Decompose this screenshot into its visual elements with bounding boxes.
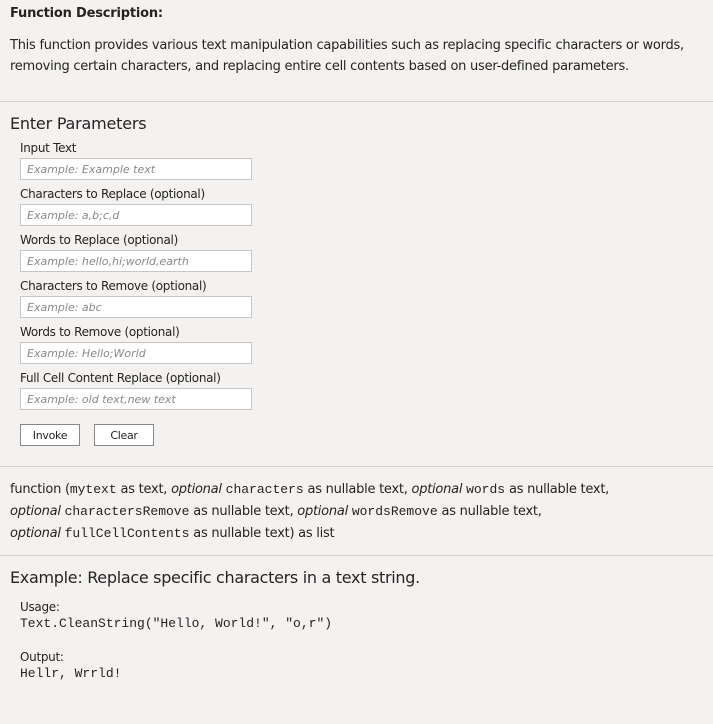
input-text-field[interactable]: [20, 158, 252, 180]
param-fullcellcontents: fullCellContents: [64, 526, 190, 541]
clear-button[interactable]: Clear: [94, 424, 154, 446]
usage-code: Text.CleanString("Hello, World!", "o,r"): [20, 616, 333, 631]
words-to-replace-label: Words to Replace (optional): [20, 233, 178, 247]
characters-to-replace-field[interactable]: [20, 204, 252, 226]
example-section: [0, 556, 713, 693]
input-text-label: Input Text: [20, 141, 77, 155]
parameters-form: [10, 139, 703, 446]
param-mytext: mytext: [69, 482, 117, 497]
function-signature: [0, 467, 713, 556]
words-to-remove-field[interactable]: [20, 342, 252, 364]
optional-keyword: optional: [411, 482, 463, 497]
words-to-remove-label: Words to Remove (optional): [20, 325, 180, 339]
words-to-replace-field[interactable]: [20, 250, 252, 272]
parameters-title: Enter Parameters: [10, 114, 147, 133]
characters-to-replace-label: Characters to Replace (optional): [20, 187, 205, 201]
param-type: as nullable text,: [303, 482, 412, 497]
full-cell-content-replace-label: Full Cell Content Replace (optional): [20, 371, 221, 385]
param-wordsremove: wordsRemove: [351, 504, 438, 519]
form-buttons: [20, 424, 703, 446]
param-words: words: [466, 482, 506, 497]
function-description-section: [0, 0, 713, 102]
description-title: Function Description:: [10, 6, 163, 21]
param-type: as nullable text,: [189, 504, 298, 519]
optional-keyword: optional: [10, 526, 61, 541]
optional-keyword: optional: [297, 504, 348, 519]
output-code: Hellr, Wrrld!: [20, 666, 122, 681]
example-title: Example: Replace specific characters in a text string.: [10, 568, 420, 587]
param-type: as nullable text,: [437, 504, 542, 519]
param-characters: characters: [225, 482, 304, 497]
param-charactersremove: charactersRemove: [64, 504, 190, 519]
enter-parameters-section: [0, 102, 713, 467]
invoke-button[interactable]: Invoke: [20, 424, 80, 446]
characters-to-remove-label: Characters to Remove (optional): [20, 279, 207, 293]
optional-keyword: optional: [10, 504, 61, 519]
characters-to-remove-field[interactable]: [20, 296, 252, 318]
full-cell-content-replace-field[interactable]: [20, 388, 252, 410]
signature-prefix: function (: [10, 482, 70, 497]
param-type: as text,: [116, 482, 172, 497]
description-text: This function provides various text manipulation capabilities such as replacing specific characters or words, removing certain characters, and replacing entire cell contents based on user-defined parameters.: [10, 38, 684, 74]
optional-keyword: optional: [171, 482, 222, 497]
usage-label: Usage:: [20, 600, 60, 614]
output-label: Output:: [20, 650, 64, 664]
param-type: as nullable text,: [505, 482, 610, 497]
example-block: [10, 599, 703, 683]
param-type: as nullable text) as list: [189, 526, 335, 541]
